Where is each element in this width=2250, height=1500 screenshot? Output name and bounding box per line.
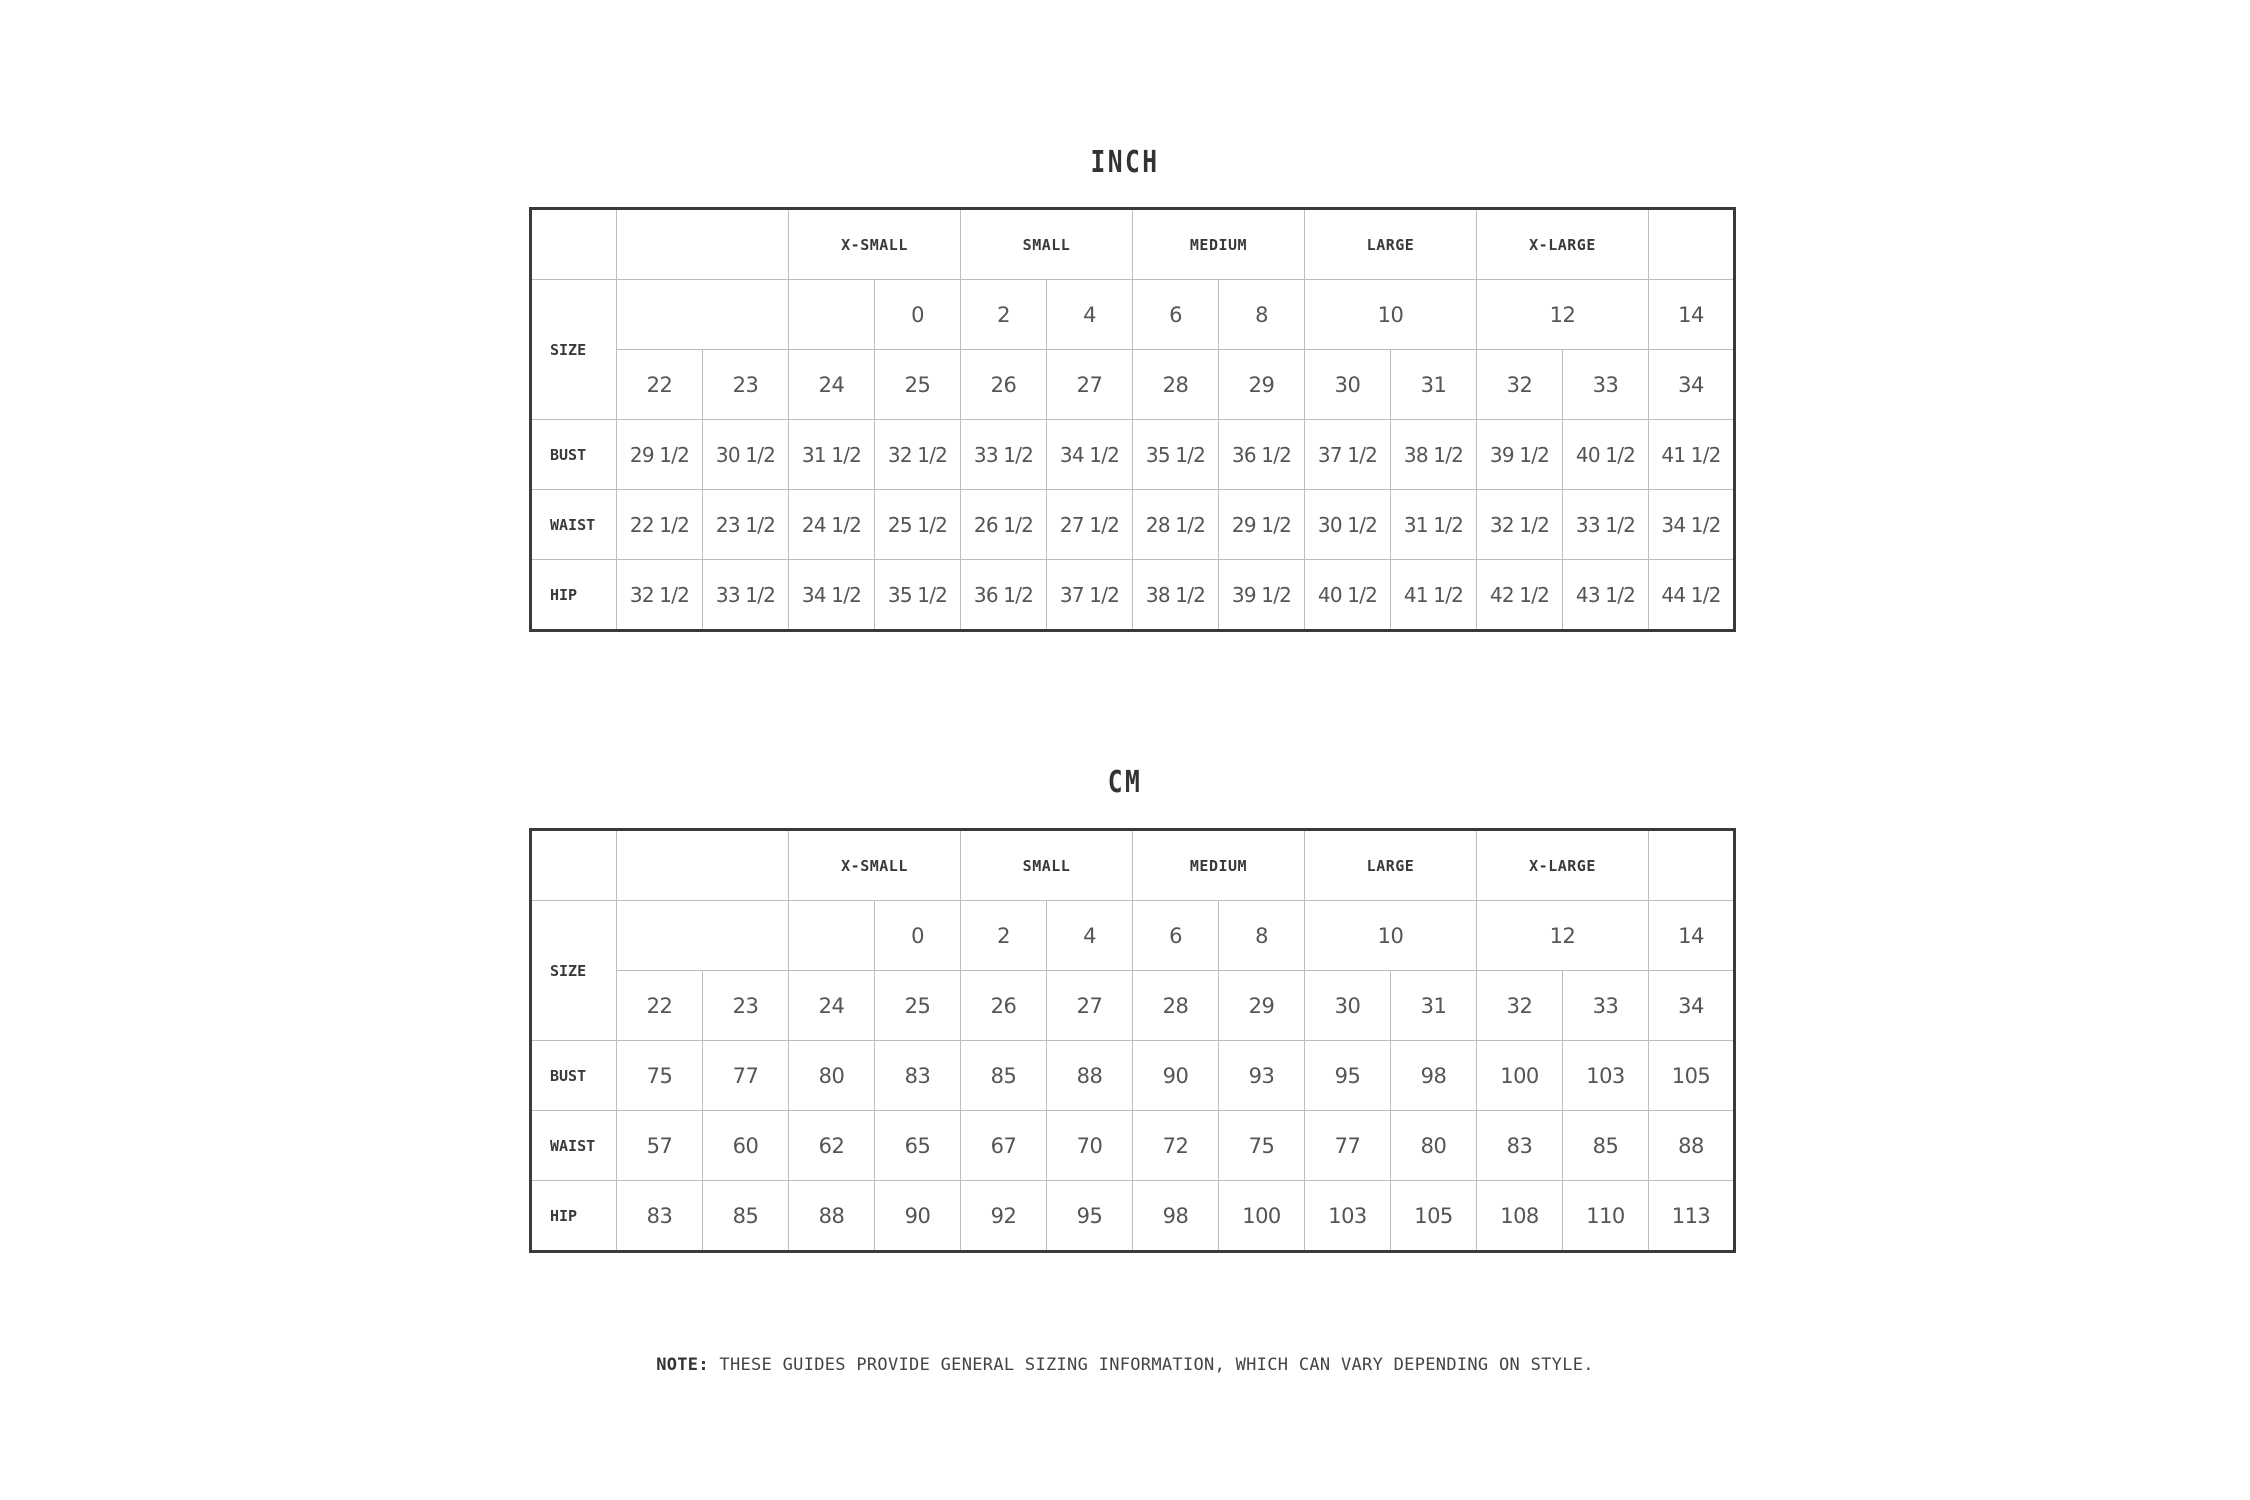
hip-cell: 110 <box>1563 1181 1649 1252</box>
hip-cell: 88 <box>789 1181 875 1252</box>
waist-cell: 26 1/2 <box>961 490 1047 560</box>
hip-cell: 98 <box>1133 1181 1219 1252</box>
waist-size-cell: 22 <box>617 350 703 420</box>
size-group-header: X-LARGE <box>1477 209 1649 280</box>
waist-size-cell: 28 <box>1133 350 1219 420</box>
numeric-size-cell: 2 <box>961 280 1047 350</box>
bust-cell: 32 1/2 <box>875 420 961 490</box>
numeric-size-cell: 14 <box>1649 901 1735 971</box>
numeric-size-cell: 0 <box>875 280 961 350</box>
hip-cell: 38 1/2 <box>1133 560 1219 631</box>
bust-cell: 40 1/2 <box>1563 420 1649 490</box>
numeric-size-cell: 0 <box>875 901 961 971</box>
bust-cell: 90 <box>1133 1041 1219 1111</box>
waist-cell: 27 1/2 <box>1047 490 1133 560</box>
bust-cell: 95 <box>1305 1041 1391 1111</box>
bust-cell: 30 1/2 <box>703 420 789 490</box>
numeric-size-cell: 12 <box>1477 901 1649 971</box>
waist-cell: 33 1/2 <box>1563 490 1649 560</box>
waist-cell: 29 1/2 <box>1219 490 1305 560</box>
size-group-header: MEDIUM <box>1133 209 1305 280</box>
waist-size-cell: 25 <box>875 971 961 1041</box>
hip-cell: 92 <box>961 1181 1047 1252</box>
hip-cell: 41 1/2 <box>1391 560 1477 631</box>
hip-cell: 36 1/2 <box>961 560 1047 631</box>
waist-cell: 85 <box>1563 1111 1649 1181</box>
bust-cell: 35 1/2 <box>1133 420 1219 490</box>
bust-cell: 38 1/2 <box>1391 420 1477 490</box>
bust-cell: 31 1/2 <box>789 420 875 490</box>
waist-cell: 77 <box>1305 1111 1391 1181</box>
waist-size-row <box>531 971 1735 1041</box>
bust-cell: 39 1/2 <box>1477 420 1563 490</box>
waist-size-cell: 30 <box>1305 971 1391 1041</box>
size-group-header: MEDIUM <box>1133 830 1305 901</box>
waist-size-row <box>531 350 1735 420</box>
waist-cell: 25 1/2 <box>875 490 961 560</box>
waist-size-cell: 23 <box>703 971 789 1041</box>
empty-header-cell <box>1649 209 1735 280</box>
waist-cell: 31 1/2 <box>1391 490 1477 560</box>
waist-size-cell: 22 <box>617 971 703 1041</box>
cm-section-title: CM <box>1107 765 1143 800</box>
hip-cell: 43 1/2 <box>1563 560 1649 631</box>
size-group-header: X-SMALL <box>789 830 961 901</box>
waist-size-cell: 30 <box>1305 350 1391 420</box>
waist-row <box>531 1111 1735 1181</box>
empty-size-cell <box>789 901 875 971</box>
waist-cell: 65 <box>875 1111 961 1181</box>
hip-cell: 37 1/2 <box>1047 560 1133 631</box>
waist-cell: 23 1/2 <box>703 490 789 560</box>
hip-row-label: HIP <box>531 1181 617 1252</box>
bust-cell: 100 <box>1477 1041 1563 1111</box>
empty-header-cell <box>617 830 789 901</box>
waist-cell: 22 1/2 <box>617 490 703 560</box>
hip-row <box>531 560 1735 631</box>
numeric-size-row <box>531 901 1735 971</box>
waist-size-cell: 33 <box>1563 350 1649 420</box>
numeric-size-cell: 8 <box>1219 901 1305 971</box>
bust-cell: 36 1/2 <box>1219 420 1305 490</box>
waist-cell: 32 1/2 <box>1477 490 1563 560</box>
bust-cell: 75 <box>617 1041 703 1111</box>
waist-cell: 67 <box>961 1111 1047 1181</box>
waist-size-cell: 29 <box>1219 350 1305 420</box>
waist-size-cell: 34 <box>1649 350 1735 420</box>
waist-row-label: WAIST <box>531 1111 617 1181</box>
waist-cell: 28 1/2 <box>1133 490 1219 560</box>
numeric-size-cell: 6 <box>1133 280 1219 350</box>
bust-row <box>531 420 1735 490</box>
size-group-header: X-LARGE <box>1477 830 1649 901</box>
empty-size-cell <box>617 901 789 971</box>
empty-header-cell <box>617 209 789 280</box>
waist-cell: 24 1/2 <box>789 490 875 560</box>
hip-cell: 42 1/2 <box>1477 560 1563 631</box>
bust-row <box>531 1041 1735 1111</box>
hip-cell: 95 <box>1047 1181 1133 1252</box>
waist-size-cell: 27 <box>1047 350 1133 420</box>
numeric-size-cell: 14 <box>1649 280 1735 350</box>
bust-cell: 103 <box>1563 1041 1649 1111</box>
empty-size-cell <box>789 280 875 350</box>
numeric-size-cell: 10 <box>1305 901 1477 971</box>
hip-cell: 35 1/2 <box>875 560 961 631</box>
numeric-size-cell: 6 <box>1133 901 1219 971</box>
bust-cell: 41 1/2 <box>1649 420 1735 490</box>
waist-size-cell: 34 <box>1649 971 1735 1041</box>
hip-cell: 83 <box>617 1181 703 1252</box>
waist-cell: 60 <box>703 1111 789 1181</box>
bust-cell: 85 <box>961 1041 1047 1111</box>
waist-size-cell: 29 <box>1219 971 1305 1041</box>
inch-size-table <box>529 207 1736 632</box>
bust-row-label: BUST <box>531 420 617 490</box>
bust-cell: 29 1/2 <box>617 420 703 490</box>
waist-cell: 72 <box>1133 1111 1219 1181</box>
header-group-row <box>531 209 1735 280</box>
corner-cell <box>531 209 617 280</box>
size-group-header: LARGE <box>1305 830 1477 901</box>
bust-cell: 105 <box>1649 1041 1735 1111</box>
hip-cell: 40 1/2 <box>1305 560 1391 631</box>
bust-cell: 93 <box>1219 1041 1305 1111</box>
waist-size-cell: 33 <box>1563 971 1649 1041</box>
cm-size-table <box>529 828 1736 1253</box>
hip-cell: 44 1/2 <box>1649 560 1735 631</box>
hip-cell: 113 <box>1649 1181 1735 1252</box>
bust-cell: 88 <box>1047 1041 1133 1111</box>
empty-size-cell <box>617 280 789 350</box>
numeric-size-cell: 12 <box>1477 280 1649 350</box>
size-row-label: SIZE <box>531 901 617 1041</box>
numeric-size-row <box>531 280 1735 350</box>
waist-size-cell: 24 <box>789 971 875 1041</box>
numeric-size-cell: 2 <box>961 901 1047 971</box>
inch-section-title: INCH <box>1090 145 1160 180</box>
size-group-header: SMALL <box>961 830 1133 901</box>
numeric-size-cell: 4 <box>1047 280 1133 350</box>
sizing-note <box>0 1355 2250 1375</box>
bust-row-label: BUST <box>531 1041 617 1111</box>
waist-size-cell: 31 <box>1391 971 1477 1041</box>
waist-cell: 80 <box>1391 1111 1477 1181</box>
hip-cell: 90 <box>875 1181 961 1252</box>
hip-cell: 108 <box>1477 1181 1563 1252</box>
waist-size-cell: 24 <box>789 350 875 420</box>
numeric-size-cell: 4 <box>1047 901 1133 971</box>
size-group-header: LARGE <box>1305 209 1477 280</box>
waist-cell: 30 1/2 <box>1305 490 1391 560</box>
bust-cell: 80 <box>789 1041 875 1111</box>
bust-cell: 77 <box>703 1041 789 1111</box>
waist-size-cell: 32 <box>1477 350 1563 420</box>
waist-size-cell: 25 <box>875 350 961 420</box>
note-label: NOTE: <box>656 1355 709 1375</box>
hip-cell: 32 1/2 <box>617 560 703 631</box>
bust-cell: 83 <box>875 1041 961 1111</box>
hip-cell: 34 1/2 <box>789 560 875 631</box>
bust-cell: 98 <box>1391 1041 1477 1111</box>
empty-header-cell <box>1649 830 1735 901</box>
waist-row <box>531 490 1735 560</box>
waist-cell: 70 <box>1047 1111 1133 1181</box>
waist-row-label: WAIST <box>531 490 617 560</box>
waist-cell: 34 1/2 <box>1649 490 1735 560</box>
waist-cell: 88 <box>1649 1111 1735 1181</box>
note-text: THESE GUIDES PROVIDE GENERAL SIZING INFORMATION, WHICH CAN VARY DEPENDING ON STYLE. <box>708 1355 1594 1375</box>
bust-cell: 34 1/2 <box>1047 420 1133 490</box>
waist-cell: 83 <box>1477 1111 1563 1181</box>
waist-size-cell: 27 <box>1047 971 1133 1041</box>
waist-cell: 75 <box>1219 1111 1305 1181</box>
size-group-header: SMALL <box>961 209 1133 280</box>
waist-cell: 62 <box>789 1111 875 1181</box>
size-row-label: SIZE <box>531 280 617 420</box>
hip-cell: 39 1/2 <box>1219 560 1305 631</box>
waist-size-cell: 28 <box>1133 971 1219 1041</box>
waist-size-cell: 23 <box>703 350 789 420</box>
waist-size-cell: 31 <box>1391 350 1477 420</box>
hip-cell: 105 <box>1391 1181 1477 1252</box>
waist-size-cell: 32 <box>1477 971 1563 1041</box>
hip-cell: 33 1/2 <box>703 560 789 631</box>
hip-cell: 103 <box>1305 1181 1391 1252</box>
bust-cell: 37 1/2 <box>1305 420 1391 490</box>
hip-row-label: HIP <box>531 560 617 631</box>
size-group-header: X-SMALL <box>789 209 961 280</box>
numeric-size-cell: 8 <box>1219 280 1305 350</box>
waist-cell: 57 <box>617 1111 703 1181</box>
waist-size-cell: 26 <box>961 350 1047 420</box>
waist-size-cell: 26 <box>961 971 1047 1041</box>
hip-cell: 85 <box>703 1181 789 1252</box>
hip-row <box>531 1181 1735 1252</box>
numeric-size-cell: 10 <box>1305 280 1477 350</box>
hip-cell: 100 <box>1219 1181 1305 1252</box>
corner-cell <box>531 830 617 901</box>
header-group-row <box>531 830 1735 901</box>
bust-cell: 33 1/2 <box>961 420 1047 490</box>
